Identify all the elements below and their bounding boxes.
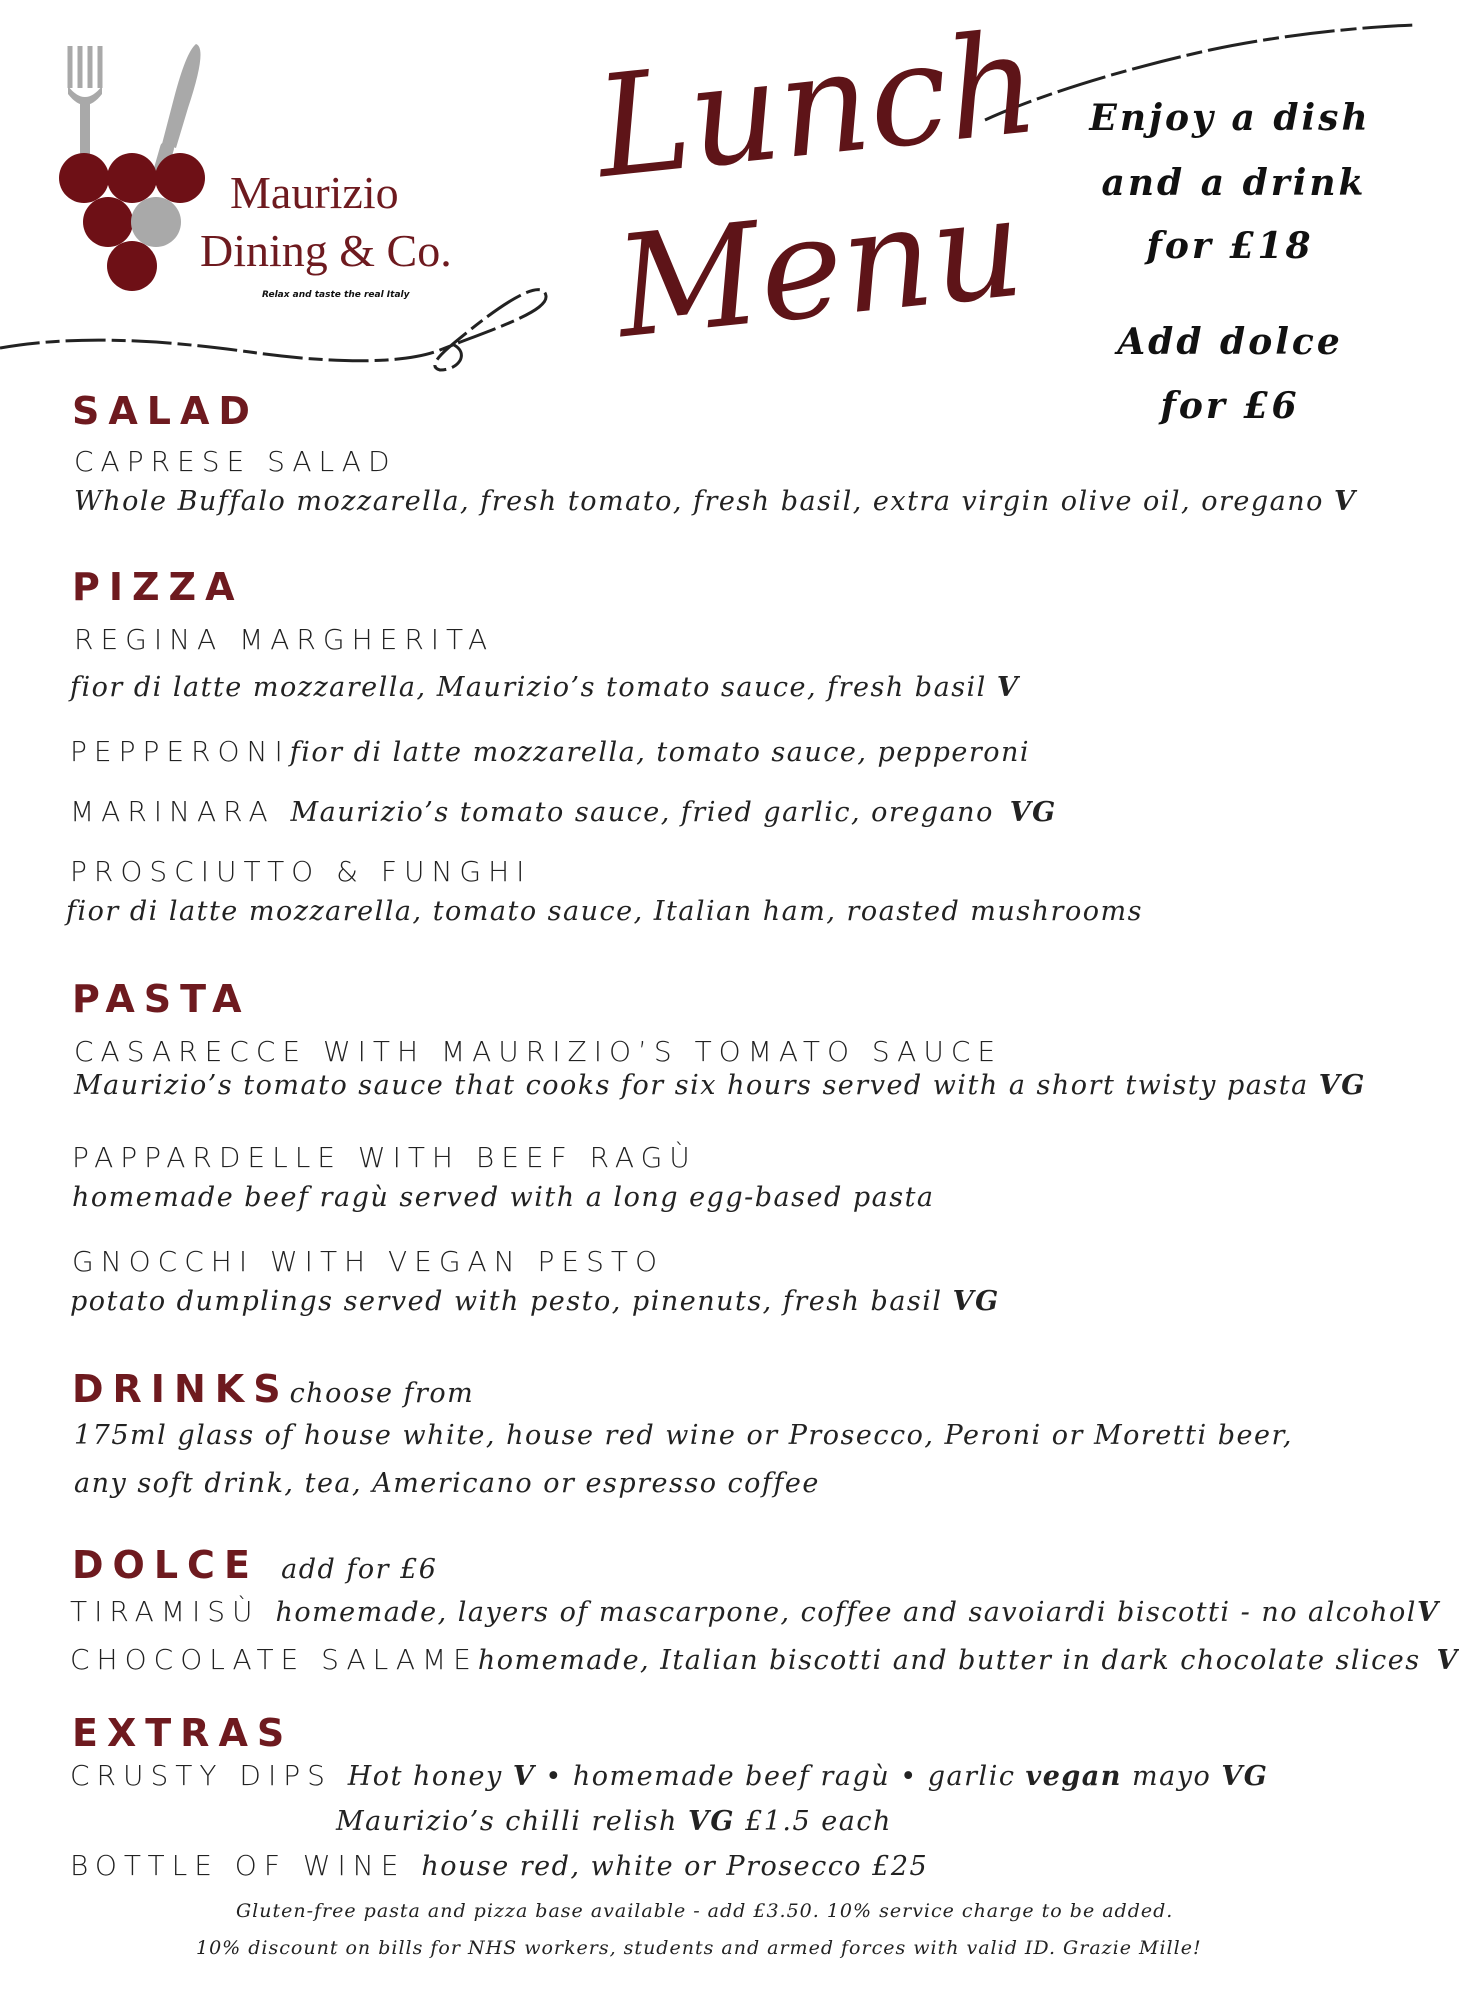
item-name-pepperoni: PEPPERONI [70, 735, 290, 768]
item-pepperoni [70, 735, 1031, 768]
promo-line-2: and a drink [1101, 162, 1367, 204]
promo-line-1: Enjoy a dish [1089, 97, 1371, 139]
item-chocolate-salame [70, 1643, 1459, 1676]
section-heading-salad: SALAD [72, 389, 259, 433]
footer-note-line-2: 10% discount on bills for NHS workers, students and armed forces with valid ID. Grazie Mille! [196, 1937, 1202, 1959]
section-heading-extras: EXTRAS [72, 1711, 294, 1755]
brand-name-line1: Maurizio [230, 167, 399, 218]
item-name-pappardelle: PAPPARDELLE WITH BEEF RAGÙ [72, 1141, 697, 1174]
vegetarian-tag: V [1333, 486, 1357, 517]
menu-title-lunch: Lunch [588, 1, 1046, 211]
item-bottle-of-wine [70, 1849, 929, 1882]
section-heading-dolce: DOLCE add for £6 [72, 1543, 438, 1587]
section-heading-pizza: PIZZA [72, 565, 244, 609]
item-desc-tiramisu: homemade, layers of mascarpone, coffee and savoiardi biscotti - no alcohol [275, 1597, 1417, 1628]
vegan-tag: VG [952, 1286, 1000, 1317]
promo-line-4: Add dolce [1117, 321, 1343, 363]
vegan-tag: VG [1318, 1070, 1366, 1101]
item-desc-pepperoni: fior di latte mozzarella, tomato sauce, pepperoni [289, 737, 1031, 768]
item-desc-margherita: fior di latte mozzarella, Maurizio’s tomato sauce, fresh basil V [70, 672, 1020, 703]
item-desc-prosciutto: fior di latte mozzarella, tomato sauce, Italian ham, roasted mushrooms [66, 896, 1143, 927]
item-desc-marinara: Maurizio’s tomato sauce, fried garlic, oregano [290, 797, 994, 828]
item-name-prosciutto: PROSCIUTTO & FUNGHI [70, 855, 532, 888]
item-name-marinara: MARINARA [70, 795, 275, 828]
item-name-gnocchi: GNOCCHI WITH VEGAN PESTO [72, 1245, 665, 1278]
item-desc-casarecce: Maurizio’s tomato sauce that cooks for six hours served with a short twisty pasta VG [74, 1070, 1366, 1101]
item-desc-pappardelle: homemade beef ragù served with a long egg-based pasta [72, 1182, 935, 1213]
vegan-tag: VG [1009, 797, 1057, 828]
footer-note-line-1: Gluten-free pasta and pizza base available - add £3.50. 10% service charge to be added. [236, 1900, 1174, 1922]
brand-tagline: Relax and taste the real Italy [262, 290, 410, 300]
brand-name-line2: Dining & Co. [200, 225, 452, 276]
item-desc-crusty-dips: Hot honey V • homemade beef ragù • garlic vegan mayo VG [347, 1761, 1269, 1792]
item-desc-chilli-relish: Maurizio’s chilli relish VG £1.5 each [336, 1806, 892, 1837]
item-name-casarecce: CASARECCE WITH MAURIZIO’S TOMATO SAUCE [74, 1035, 1003, 1068]
vegetarian-tag: V [996, 672, 1020, 703]
item-desc-chocolate-salame: homemade, Italian biscotti and butter in dark chocolate slices [477, 1645, 1421, 1676]
item-desc-gnocchi: potato dumplings served with pesto, pinenuts, fresh basil VG [70, 1286, 1000, 1317]
item-tiramisu [70, 1595, 1440, 1628]
drinks-line-1: 175ml glass of house white, house red wine or Prosecco, Peroni or Moretti beer, [74, 1420, 1293, 1451]
vegetarian-tag: V [1436, 1645, 1459, 1676]
item-name-tiramisu: TIRAMISÙ [70, 1595, 260, 1628]
promo-line-5: for £6 [1160, 385, 1300, 427]
drinks-subheading: choose from [289, 1378, 475, 1409]
item-name-caprese: CAPRESE SALAD [74, 445, 397, 478]
dolce-subheading: add for £6 [281, 1554, 438, 1585]
item-desc-caprese: Whole Buffalo mozzarella, fresh tomato, fresh basil, extra virgin olive oil, oregano V [74, 486, 1357, 517]
item-name-margherita: REGINA MARGHERITA [74, 623, 495, 656]
section-heading-drinks: DRINKSchoose from [72, 1367, 475, 1411]
section-heading-pasta: PASTA [72, 977, 251, 1021]
drinks-line-2: any soft drink, tea, Americano or espresso coffee [74, 1468, 820, 1499]
item-name-chocolate-salame: CHOCOLATE SALAME [70, 1643, 478, 1676]
item-marinara [70, 795, 1057, 828]
vegetarian-tag: V [1416, 1597, 1440, 1628]
item-crusty-dips [70, 1759, 1269, 1792]
promo-line-3: for £18 [1146, 225, 1314, 267]
item-name-bottle-of-wine: BOTTLE OF WINE [70, 1849, 406, 1882]
menu-title-menu: Menu [608, 165, 1031, 371]
item-desc-bottle-of-wine: house red, white or Prosecco £25 [421, 1851, 929, 1882]
item-name-crusty-dips: CRUSTY DIPS [70, 1759, 332, 1792]
